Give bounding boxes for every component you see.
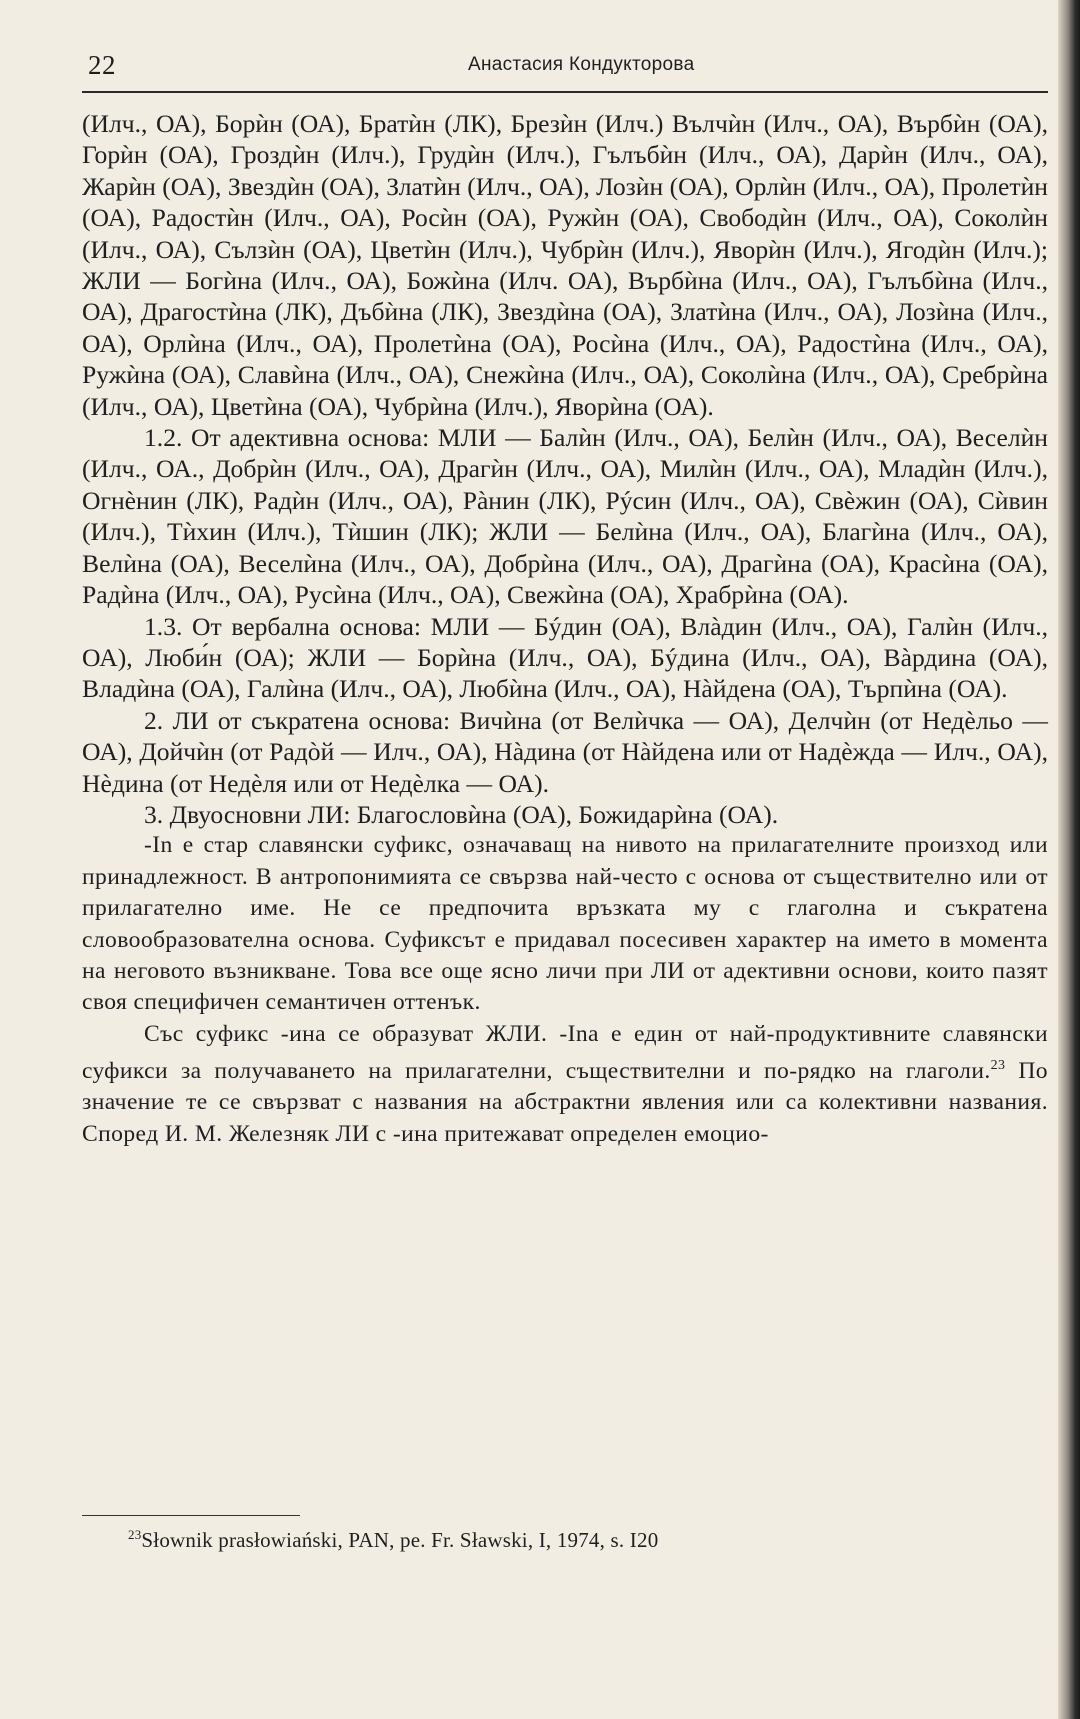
paragraph-two-base-names: 3. Двуосновни ЛИ: Благословѝна (ОА), Божидарѝна (ОА). [144, 799, 779, 829]
footnote-number: 23 [128, 1527, 142, 1542]
paragraph-adjectival-base: 1.2. От адективна основа: МЛИ — Балѝн (Илч., ОА), Белѝн (Илч., ОА), Веселѝн (Илч., ОА., Добрѝн (Илч., ОА), Драгѝн (Илч., ОА), Милѝн (Илч., ОА), Младѝн (Илч.), Огнѐнин (ЛК), Радѝн (Илч., ОА), Рàнин (ЛК), Рýсин (Илч., ОА), Свèжин (ОА), Сѝвин (Илч.), Тѝхин (Илч.), Тѝшин (ЛК); ЖЛИ — Белѝна (Илч., ОА), Благѝна (Илч., ОА), Велѝна (ОА), Веселѝна (Илч., ОА), Добрѝна (Илч., ОА), Драгѝна (ОА), Красѝна (ОА), Радѝна (Илч., ОА), Русѝна (Илч., ОА), Свежѝна (ОА), Храбрѝна (ОА). [82, 423, 1048, 610]
paragraph-shortened-base: 2. ЛИ от съкратена основа: Вичѝна (от Велѝчка — ОА), Делчѝн (от Недѐльо — ОА), Дойчѝн (от Радòй — Илч., ОА), Нàдина (от Нàйдена или от Надѐжда — Илч., ОА), Нѐдина (от Недѐля или от Недѐлка — ОА). [82, 705, 1048, 798]
paragraph-suffix-ina [82, 1019, 1048, 1150]
footnote [128, 1527, 658, 1553]
paragraph-verbal-base: 1.3. От вербална основа: МЛИ — Бýдин (ОА), Влàдин (Илч., ОА), Галѝн (Илч., ОА), Люби́н (ОА); ЖЛИ — Борѝна (Илч., ОА), Бýдина (Илч., ОА), Вàрдина (ОА), Владѝна (ОА), Галѝна (Илч., ОА), Любѝна (Илч., ОА), Нàйдена (ОА), Търпѝна (ОА). [82, 611, 1048, 704]
footnote-rule [82, 1515, 300, 1516]
paragraph-suffix-ina-text: Със суфикс -ина се образуват ЖЛИ. -Ina е един от най-продуктивните славянски суфикси за получаването на прилагателни, съществителни и по-рядко на глаголи. [82, 1020, 1048, 1085]
header-rule [82, 91, 1048, 93]
paragraph-names-list-continued: (Илч., ОА), Борѝн (ОА), Братѝн (ЛК), Брезѝн (Илч.) Вълчѝн (Илч., ОА), Върбѝн (ОА), Горѝн (ОА), Гроздѝн (Илч.), Грудѝн (Илч.), Гълъбѝн (Илч., ОА), Дарѝн (Илч., ОА), Жарѝн (ОА), Звездѝн (ОА), Златѝн (Илч., ОА), Лозѝн (ОА), Орлѝн (Илч., ОА), Пролетѝн (ОА), Радостѝн (Илч., ОА), Росѝн (ОА), Ружѝн (ОА), Свободѝн (Илч., ОА), Соколѝн (Илч., ОА), Сълзѝн (ОА), Цветѝн (Илч.), Чубрѝн (Илч.), Яворѝн (Илч.), Ягодѝн (Илч.); ЖЛИ — Богѝна (Илч., ОА), Божѝна (Илч. ОА), Върбѝна (Илч., ОА), Гълъбѝна (Илч., ОА), Драгостѝна (ЛК), Дъбѝна (ЛК), Звездѝна (ОА), Златѝна (Илч., ОА), Лозѝна (Илч., ОА), Орлѝна (Илч., ОА), Пролетѝна (ОА), Росѝна (Илч., ОА), Радостѝна (Илч., ОА), Ружѝна (ОА), Славѝна (Илч., ОА), Снежѝна (Илч., ОА), Соколѝна (Илч., ОА), Сребрѝна (Илч., ОА), Цветѝна (ОА), Чубрѝна (Илч.), Яворѝна (ОА). [82, 109, 1048, 421]
footnote-text: Słownik prasłowiański, PAN, ре. Fr. Sławski, I, 1974, s. I20 [141, 1528, 659, 1552]
page-number: 22 [88, 50, 116, 80]
paragraph-suffix-ina-rest: По значение те се свързват с названия на абстрактни явления или са колективни названия. Според И. М. Железняк ЛИ с -ина притежават определен емоцио- [82, 1058, 1048, 1147]
page-edge [1058, 0, 1080, 1719]
page-header [88, 50, 1046, 90]
running-title: Анастасия Кондукторова [468, 54, 695, 75]
body-text [82, 108, 1048, 1150]
footnote-ref: 23 [990, 1058, 1006, 1074]
paragraph-suffix-in: -In е стар славянски суфикс, означаващ на нивото на прилагателните произход или принадлежност. В антропонимията се свързва най-често с основа от съществително или от прилагателно име. Не се предпочита връзката му с глаголна и съкратена словообразователна основа. Суфиксът е придавал посесивен характер на името в момента на неговото възникване. Това все още ясно личи при ЛИ от адективни основи, които пазят своя специфичен семантичен оттенък. [82, 832, 1048, 1016]
